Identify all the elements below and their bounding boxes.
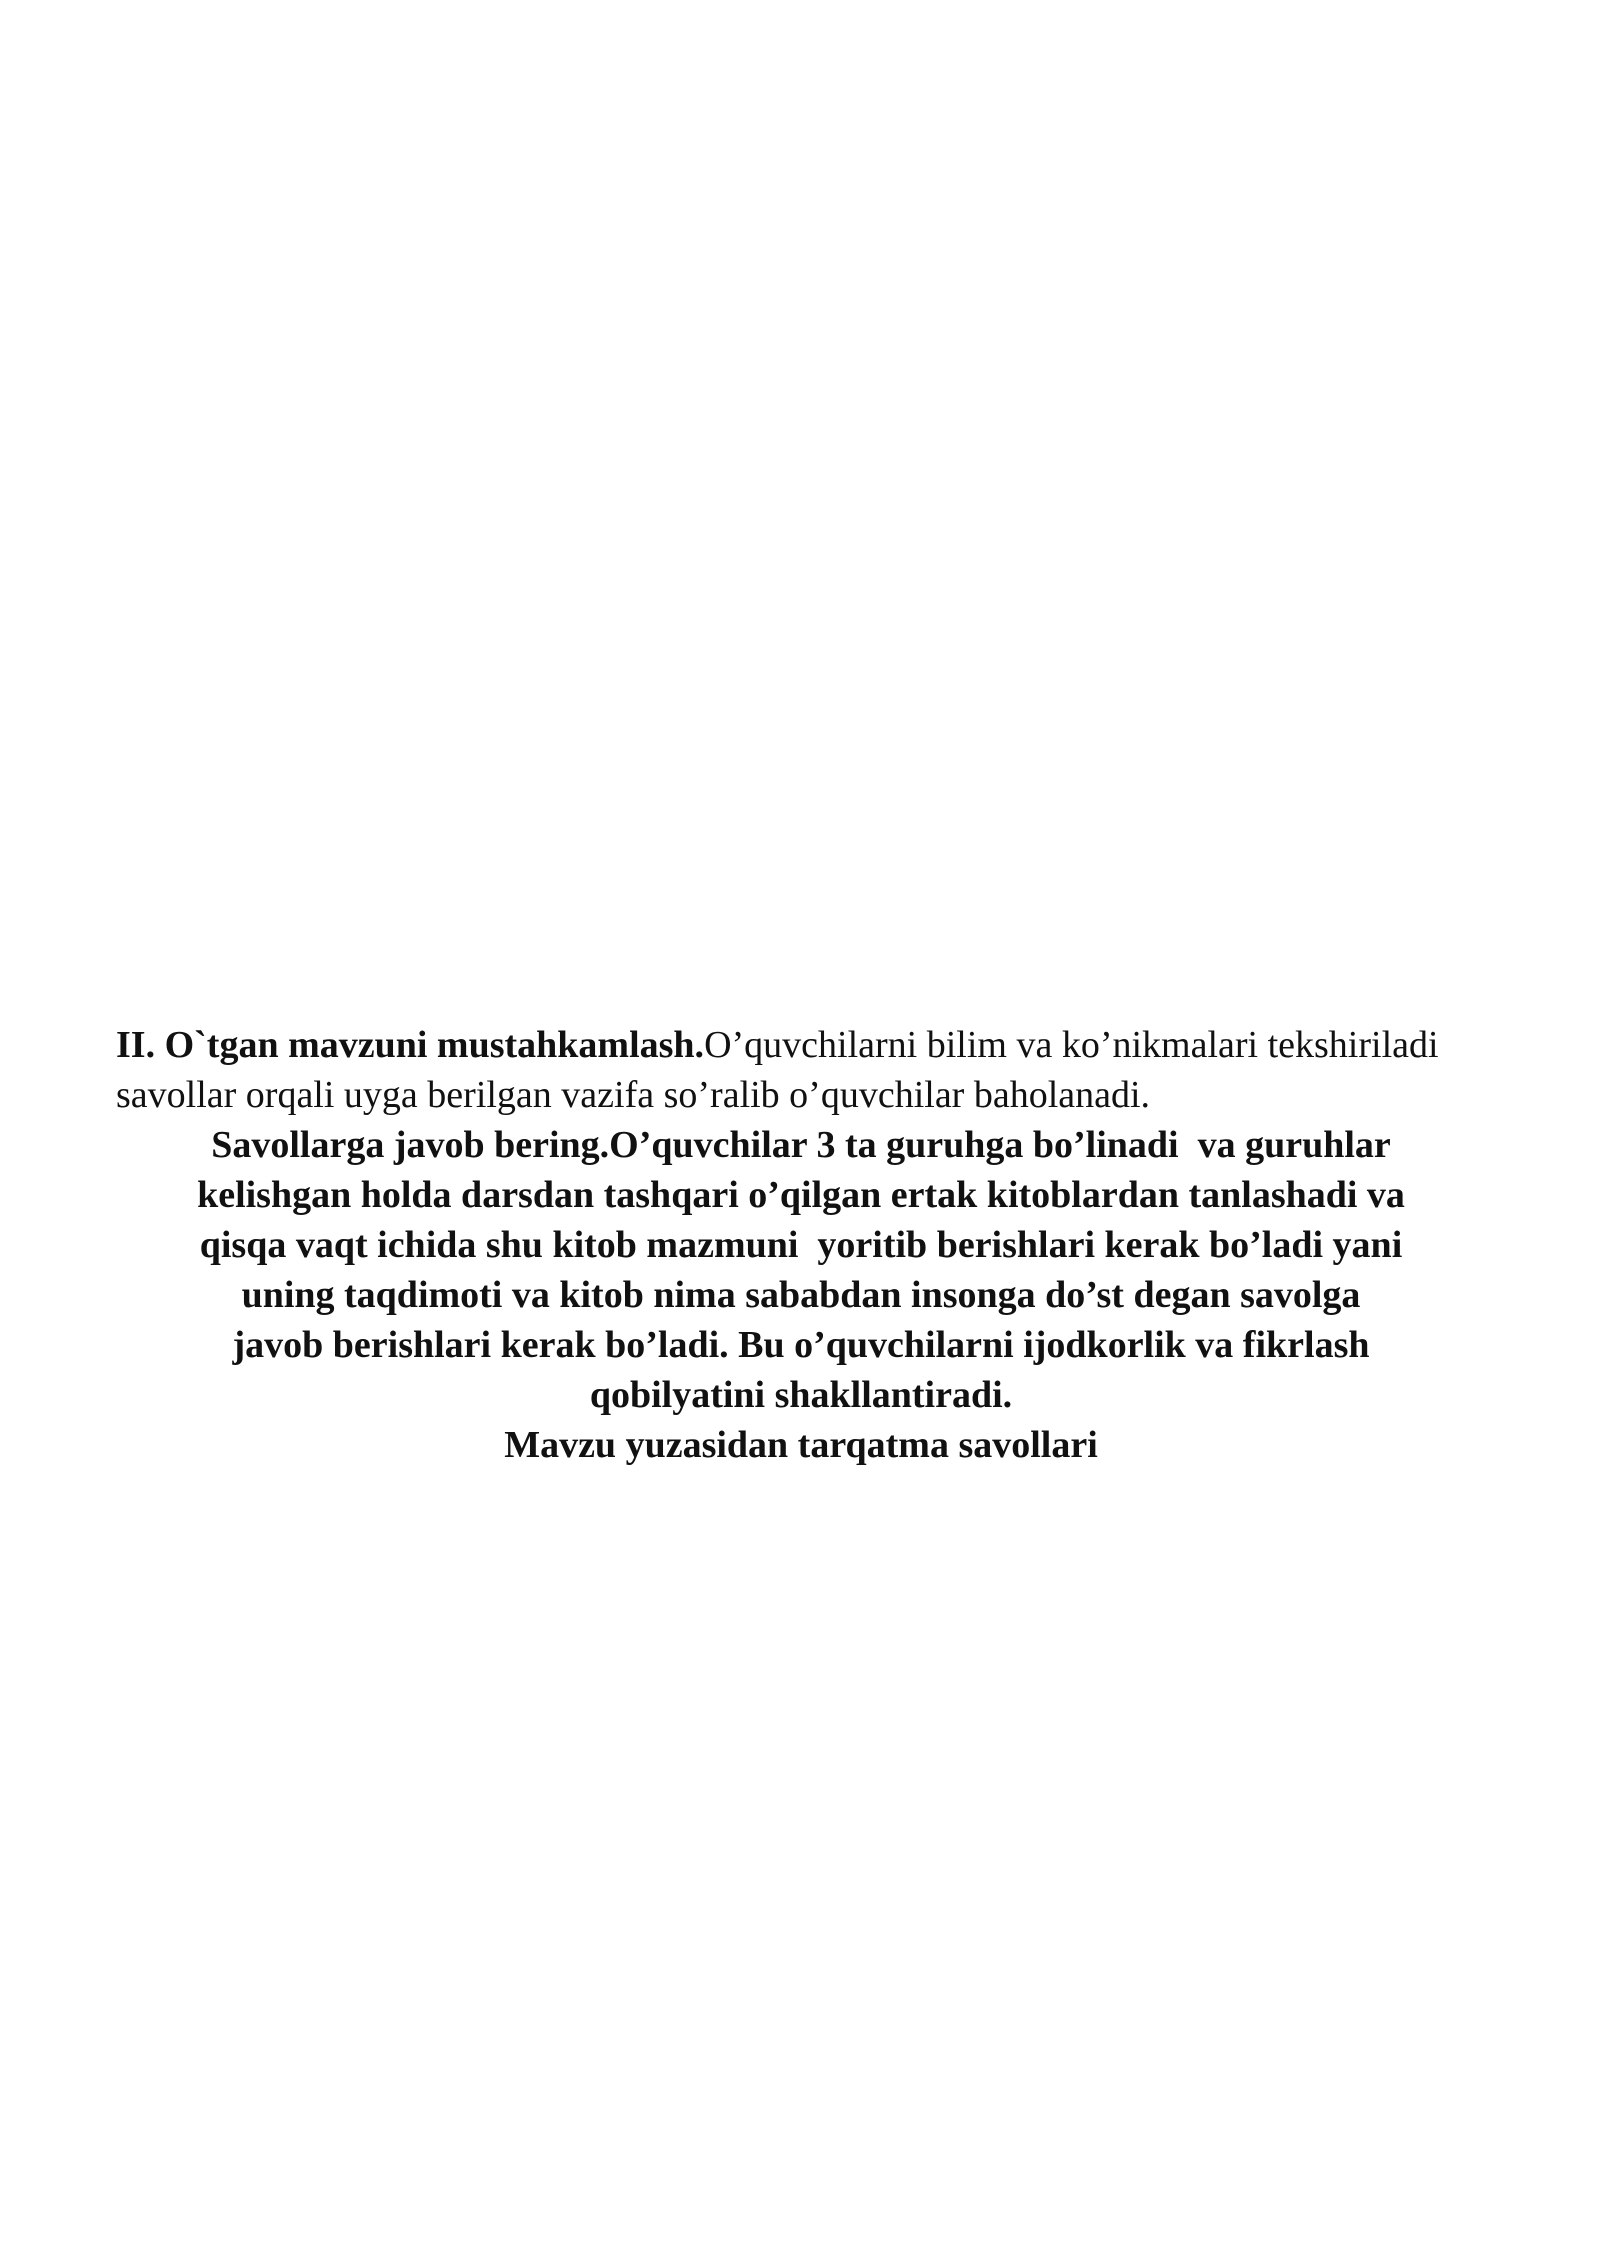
section-heading: II. O`tgan mavzuni mustahkamlash. [116,1024,705,1066]
document-content [116,1020,1486,1470]
task-paragraph [116,1120,1486,1470]
intro-text: O’quvchilarni bilim va ko’nikmalari tekshiriladi savollar orqali uyga berilgan vazifa so’ralib o’quvchilar baholanadi. [116,1024,1439,1116]
task-line: javob berishlari kerak bo’ladi. Bu o’quvchilarni ijodkorlik va fikrlash [232,1324,1370,1366]
task-line: uning taqdimoti va kitob nima sababdan insonga do’st degan savolga [241,1274,1361,1316]
task-line: qobilyatini shakllantiradi. [589,1374,1013,1416]
task-line: qisqa vaqt ichida shu kitob mazmuni yoritib berishlari kerak bo’ladi yani [199,1224,1403,1266]
task-line: kelishgan holda darsdan tashqari o’qilgan ertak kitoblardan tanlashadi va [197,1174,1405,1216]
intro-paragraph [116,1020,1486,1120]
handout-subtitle: Mavzu yuzasidan tarqatma savollari [504,1424,1098,1466]
task-line: Savollarga javob bering.O’quvchilar 3 ta guruhga bo’linadi va guruhlar [211,1124,1391,1166]
